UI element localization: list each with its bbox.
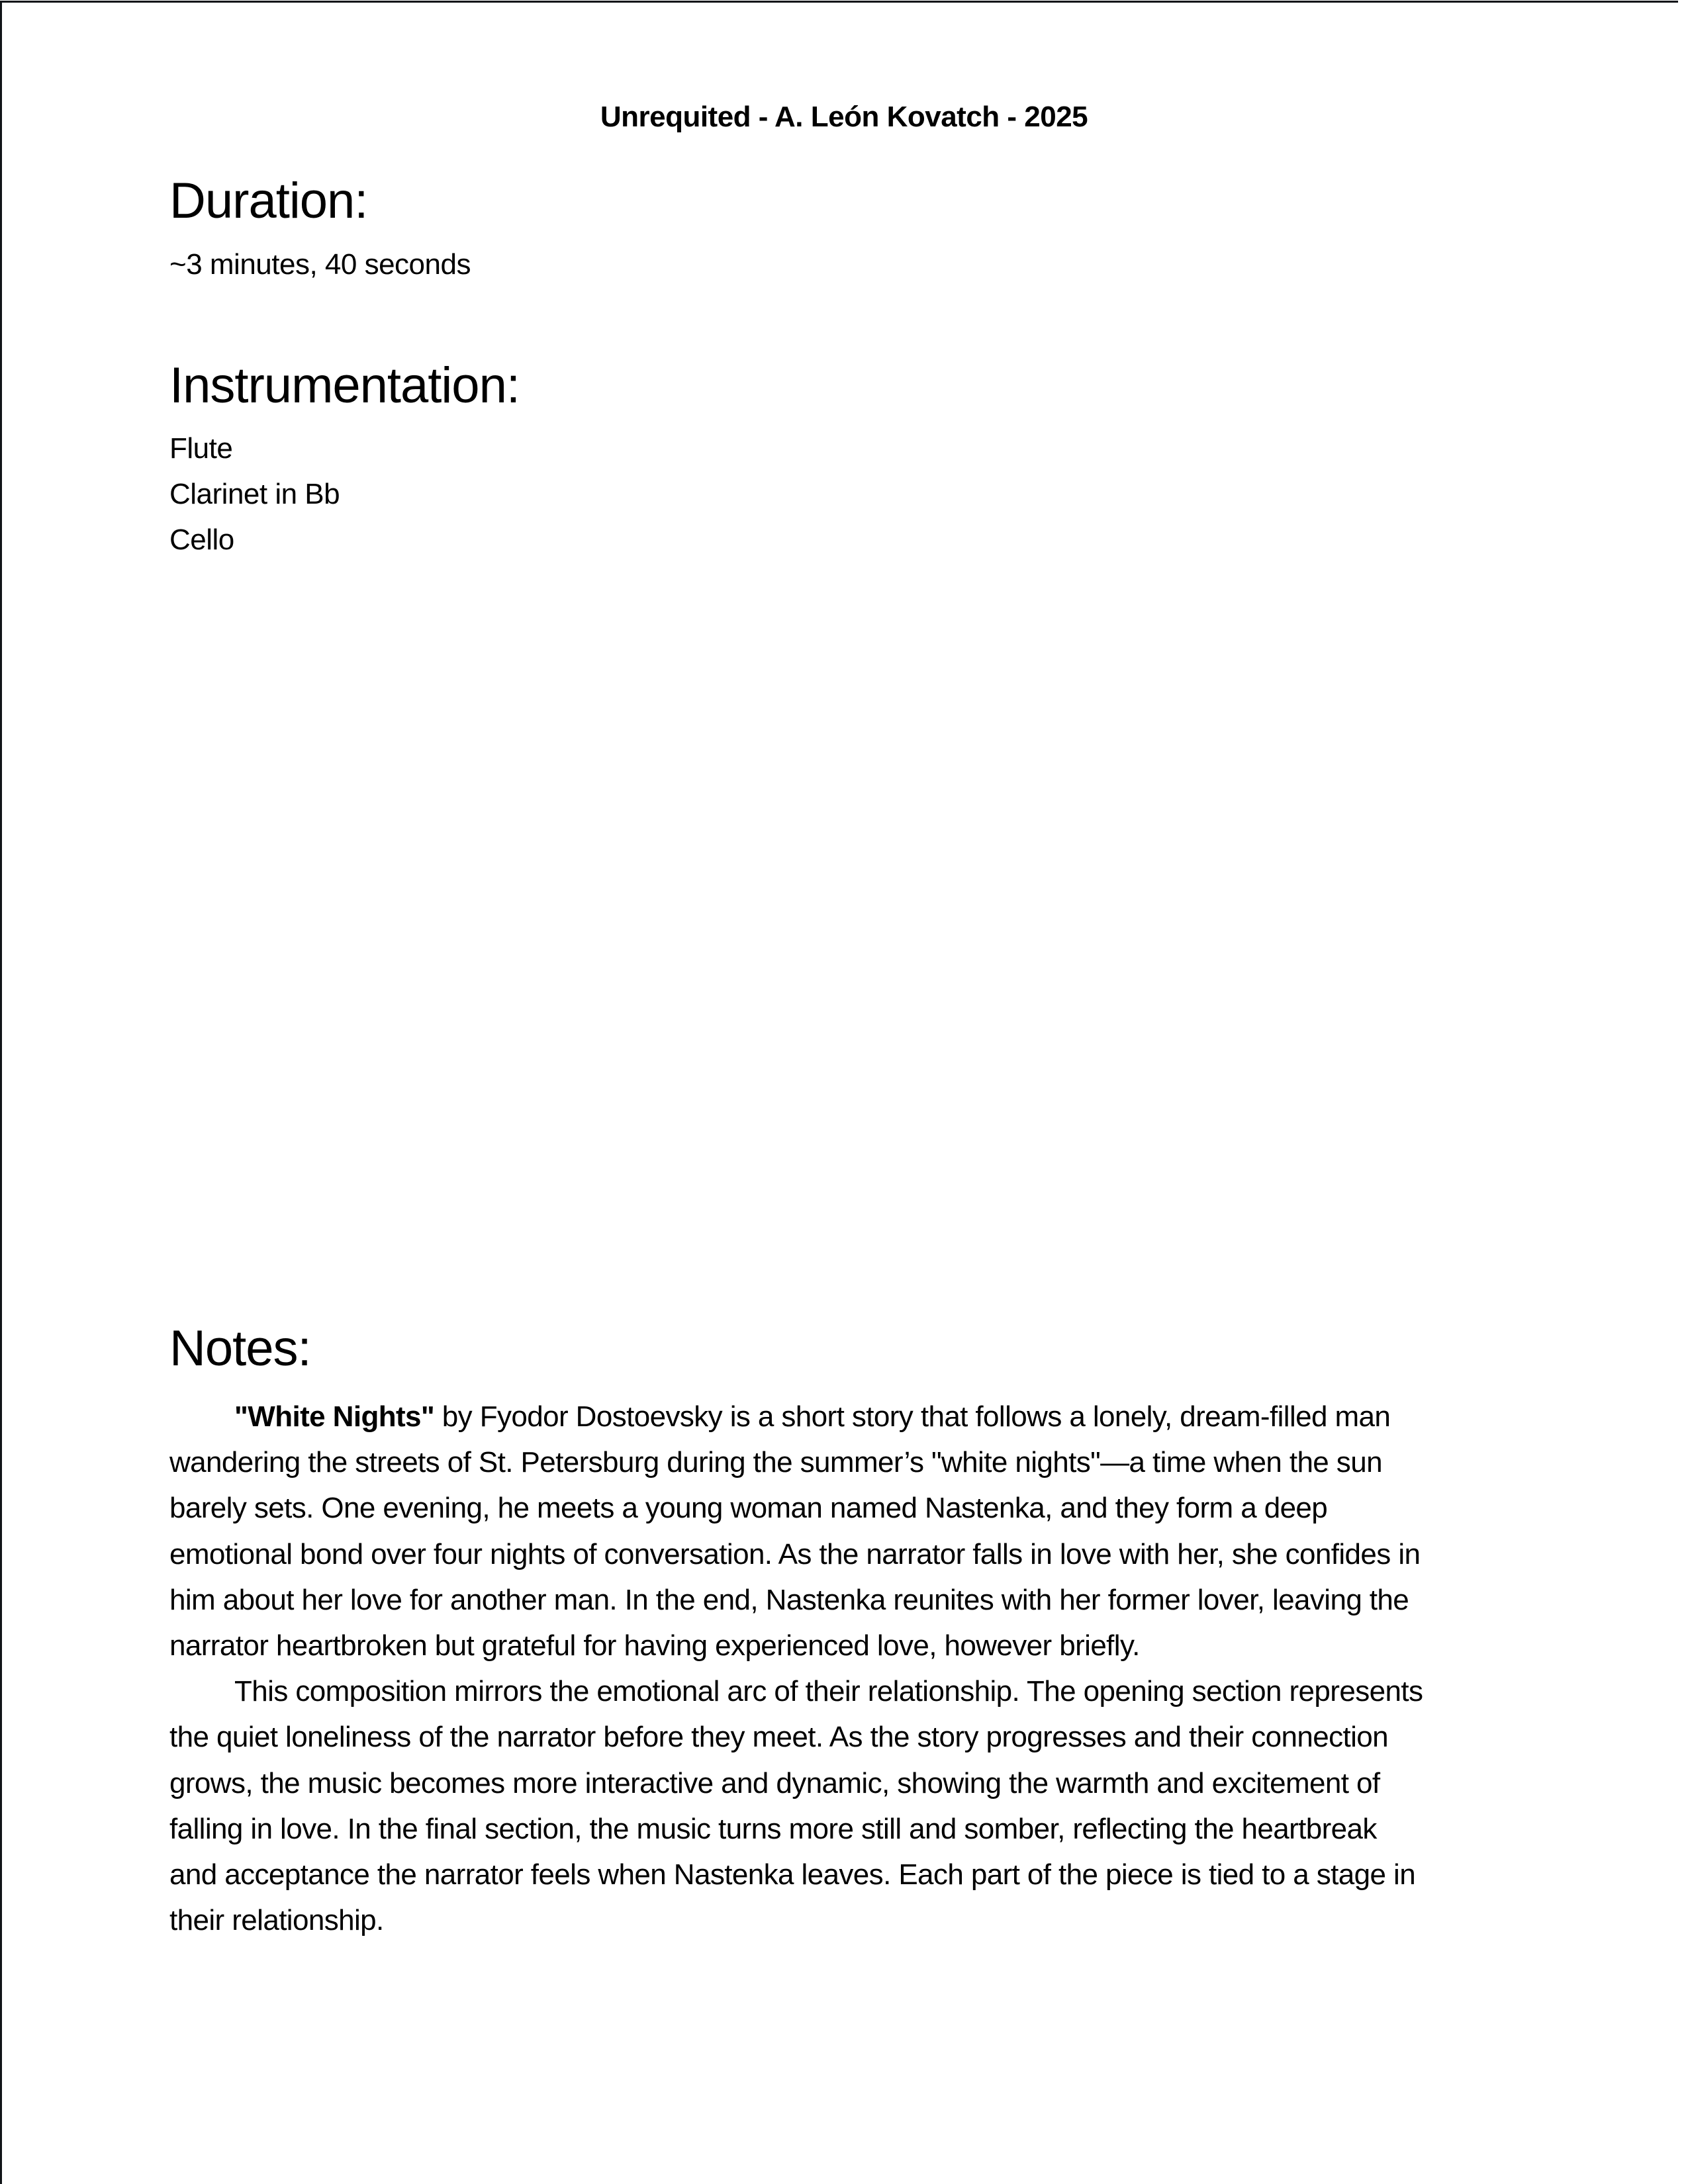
- story-title: "White Nights": [234, 1400, 435, 1433]
- notes-heading: Notes:: [169, 1320, 311, 1377]
- notes-paragraph-1-text: by Fyodor Dostoevsky is a short story that follows a lonely, dream-filled man wandering the streets of St. Petersburg during the summer’s "white nights"—a time when the sun barely sets. One evening, he meets a young woman named Nastenka, and they form a deep emotional bond over four nights of conversation. As the narrator falls in love with her, she confides in him about her love for another man. In the end, Nastenka reunites with her former lover, leaving the narrator heartbroken but grateful for having experienced love, however briefly.: [169, 1400, 1421, 1662]
- page-border-left: [0, 1, 2, 2184]
- page-border-top: [0, 1, 1678, 3]
- instrument-item: Flute: [169, 432, 233, 465]
- notes-paragraph-1: [169, 1394, 1427, 1668]
- instrumentation-heading: Instrumentation:: [169, 357, 520, 414]
- notes-paragraph-2: This composition mirrors the emotional arc of their relationship. The opening section represents the quiet loneliness of the narrator before they meet. As the story progresses and their connection grows, the music becomes more interactive and dynamic, showing the warmth and excitement of falling in love. In the final section, the music turns more still and somber, reflecting the heartbreak and acceptance the narrator feels when Nastenka leaves. Each part of the piece is tied to a stage in their relationship.: [169, 1675, 1423, 1937]
- duration-heading: Duration:: [169, 173, 368, 229]
- notes-body: [169, 1394, 1427, 1943]
- instrument-item: Clarinet in Bb: [169, 478, 340, 510]
- instrument-item: Cello: [169, 523, 234, 556]
- duration-value: ~3 minutes, 40 seconds: [169, 248, 471, 281]
- document-header: Unrequited - A. León Kovatch - 2025: [600, 101, 1088, 133]
